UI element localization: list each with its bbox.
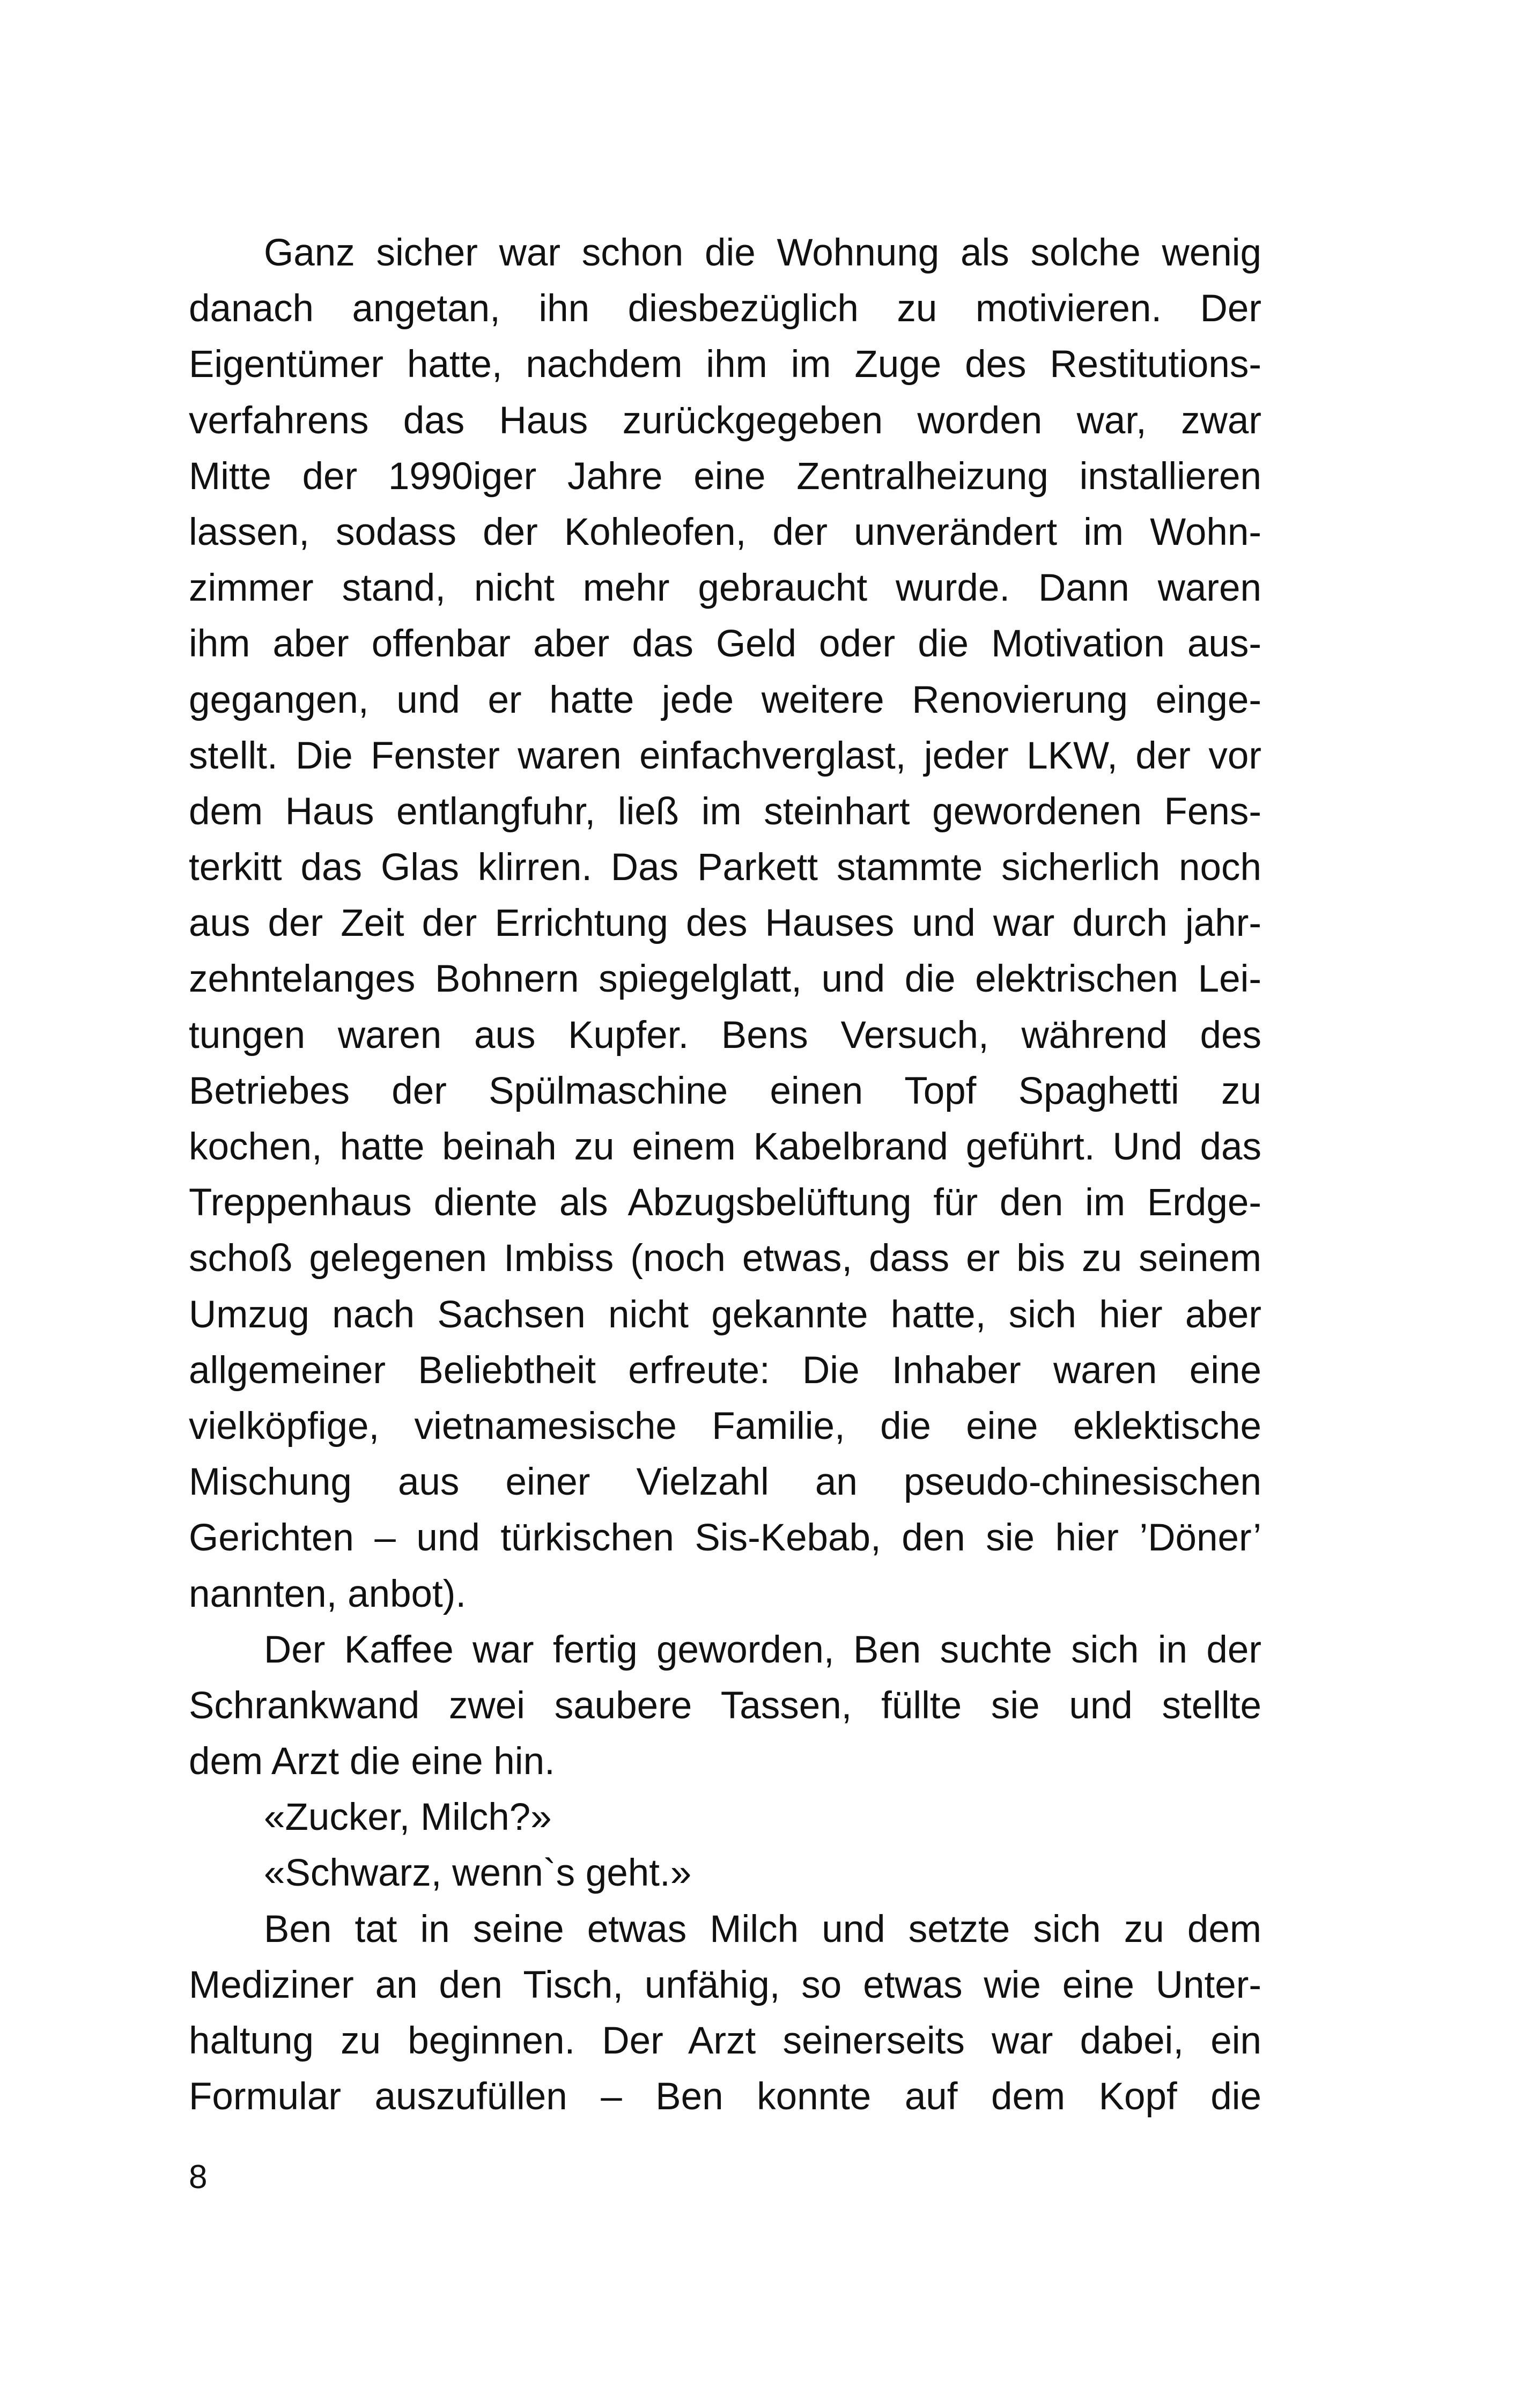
text-line: Gerichten – und türkischen Sis-Kebab, den sie hier ’Döner’ [189, 1517, 1261, 1560]
text-line: zimmer stand, nicht mehr gebraucht wurde. Dann waren [189, 567, 1261, 610]
text-line: schoß gelegenen Imbiss (noch etwas, dass er bis zu seinem [189, 1237, 1261, 1280]
text-line: allgemeiner Beliebtheit erfreute: Die Inhaber waren eine [189, 1349, 1261, 1392]
text-line: Umzug nach Sachsen nicht gekannte hatte, sich hier aber [189, 1293, 1261, 1336]
text-line: gegangen, und er hatte jede weitere Renovierung einge- [189, 678, 1261, 721]
text-line: aus der Zeit der Errichtung des Hauses und war durch jahr- [189, 902, 1261, 945]
text-line: dem Haus entlangfuhr, ließ im steinhart gewordenen Fens- [189, 790, 1261, 833]
text-line: tungen waren aus Kupfer. Bens Versuch, während des [189, 1014, 1261, 1057]
text-line: Mitte der 1990iger Jahre eine Zentralheizung installieren [189, 455, 1261, 498]
body-text [189, 225, 1261, 2125]
text-line: terkitt das Glas klirren. Das Parkett stammte sicherlich noch [189, 846, 1261, 889]
text-line: lassen, sodass der Kohleofen, der unverändert im Wohn- [189, 511, 1261, 553]
text-line: vielköpfige, vietnamesische Familie, die eine eklektische [189, 1405, 1261, 1447]
text-line: Ben tat in seine etwas Milch und setzte sich zu dem [264, 1908, 1261, 1951]
text-line: Der Kaffee war fertig geworden, Ben suchte sich in der [264, 1628, 1261, 1671]
text-line: danach angetan, ihn diesbezüglich zu motivieren. Der [189, 287, 1261, 330]
text-line: ihm aber offenbar aber das Geld oder die Motivation aus- [189, 623, 1261, 666]
dialogue-line: «Schwarz, wenn`s geht.» [264, 1852, 692, 1895]
text-line: Betriebes der Spülmaschine einen Topf Spaghetti zu [189, 1069, 1261, 1112]
page-number: 8 [189, 2159, 208, 2196]
text-line: nannten, anbot). [189, 1572, 467, 1615]
text-line: Treppenhaus diente als Abzugsbelüftung für den im Erdge- [189, 1181, 1261, 1224]
dialogue-line: «Zucker, Milch?» [264, 1796, 552, 1839]
text-line: Ganz sicher war schon die Wohnung als solche wenig [264, 232, 1261, 274]
text-line: zehntelanges Bohnern spiegelglatt, und die elektrischen Lei- [189, 958, 1261, 1001]
text-line: Schrankwand zwei saubere Tassen, füllte sie und stellte [189, 1684, 1261, 1727]
text-line: kochen, hatte beinah zu einem Kabelbrand geführt. Und das [189, 1126, 1261, 1168]
text-line: stellt. Die Fenster waren einfachverglast, jeder LKW, der vor [189, 734, 1261, 777]
text-line: Mischung aus einer Vielzahl an pseudo-chinesischen [189, 1461, 1261, 1504]
text-line: dem Arzt die eine hin. [189, 1740, 555, 1783]
text-line: Eigentümer hatte, nachdem ihm im Zuge des Restitutions- [189, 343, 1261, 386]
text-line: Formular auszufüllen – Ben konnte auf dem Kopf die [189, 2075, 1261, 2118]
text-line: verfahrens das Haus zurückgegeben worden war, zwar [189, 399, 1261, 442]
text-line: Mediziner an den Tisch, unfähig, so etwas wie eine Unter- [189, 1963, 1261, 2006]
text-line: haltung zu beginnen. Der Arzt seinerseits war dabei, ein [189, 2020, 1261, 2062]
